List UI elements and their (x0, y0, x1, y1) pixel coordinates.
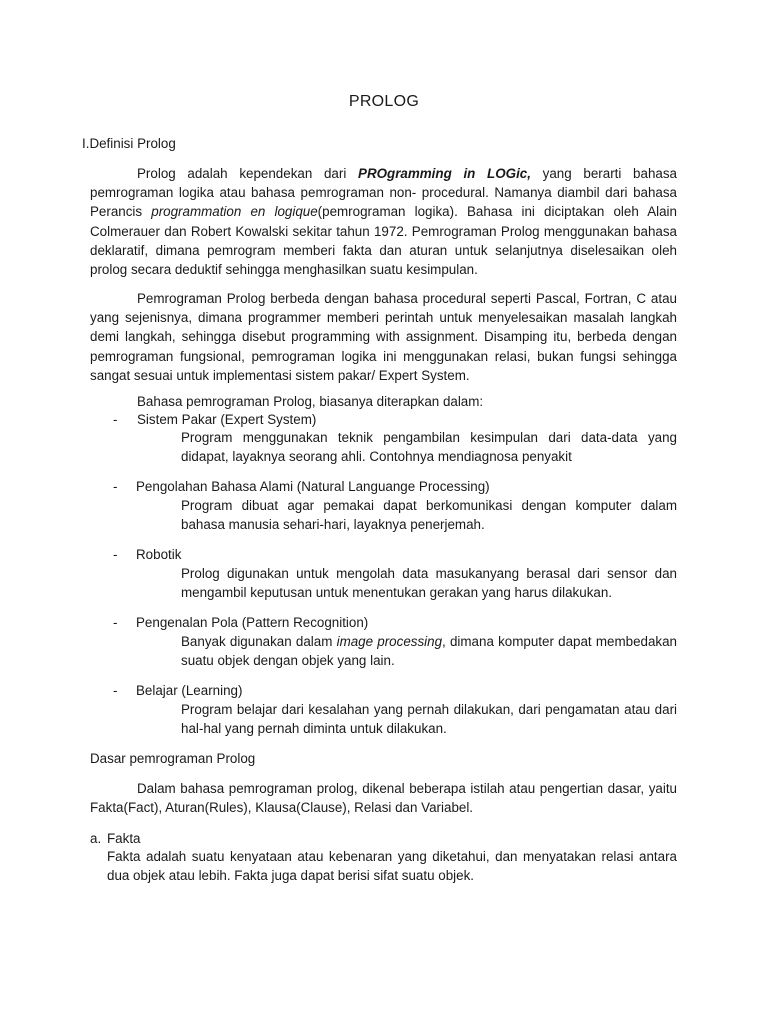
application-desc: Prolog digunakan untuk mengolah data masukanyang berasal dari sensor dan mengambil keputusan untuk menentukan gerakan yang harus dilakukan. (181, 566, 677, 601)
application-desc: Program menggunakan teknik pengambilan kesimpulan dari data-data yang didapat, layaknya seorang ahli. Contohnya mendiagnosa penyakit (181, 430, 677, 465)
para1-french-term: programmation en logique (151, 204, 318, 220)
item-a-body: Fakta adalah suatu kenyataan atau kebenaran yang diketahui, dan menyatakan relasi antara dua objek atau lebih. Fakta juga dapat berisi sifat suatu objek. (107, 849, 677, 884)
paragraph-definition (90, 164, 677, 279)
bullet-dash: - (113, 615, 118, 630)
applications-intro: Bahasa pemrograman Prolog, biasanya diterapkan dalam: (137, 394, 484, 409)
application-desc (181, 632, 677, 670)
para1-text-1: Prolog adalah kependekan dari (137, 166, 359, 181)
page-title: PROLOG (348, 93, 420, 110)
bullet-dash: - (113, 683, 118, 698)
section-heading-definisi: I.Definisi Prolog (82, 136, 176, 151)
para1-prolog-expansion: PROgramming in LOGic, (358, 166, 531, 181)
application-name: Pengenalan Pola (Pattern Recognition) (136, 615, 369, 630)
paragraph-comparison: Pemrograman Prolog berbeda dengan bahasa procedural seperti Pascal, Fortran, C atau yang sejenisnya, dimana programmer memberi perintah untuk menyelesaikan masalah langkah demi langkah, sehingga disebut programming with assignment. Disamping itu, berbeda dengan pemrograman fungsional, pemrograman logika ini menggunakan relasi, bukan fungsi sehingga sangat sesuai untuk implementasi sistem pakar/ Expert System. (90, 291, 677, 383)
application-desc: Program dibuat agar pemakai dapat berkomunikasi dengan komputer dalam bahasa manusia sehari-hari, layaknya penerjemah. (181, 498, 677, 533)
para1-text-3: yang berarti bahasa pemrograman logika atau bahasa pemrograman non- procedural. Namanya diambil dari bahasa Perancis (90, 166, 677, 220)
desc-text-pre: Banyak digunakan dalam (181, 634, 337, 649)
application-name: Robotik (136, 547, 182, 562)
bullet-dash: - (113, 412, 118, 427)
list-marker-a: a. (90, 831, 102, 846)
application-name: Pengolahan Bahasa Alami (Natural Languange Processing) (136, 479, 490, 494)
item-a-text (107, 847, 677, 885)
para1-text-5: (pemrograman logika). Bahasa ini diciptakan oleh Alain Colmerauer dan Robert Kowalski sekitar tahun 1972. Pemrograman Prolog menggunakan bahasa deklaratif, dimana pemrogram memberi fakta dan aturan untuk selanjutnya diselesaikan oleh prolog secara deduktif sehingga menghasilkan suatu kesimpulan. (90, 204, 677, 278)
section-heading-dasar: Dasar pemrograman Prolog (90, 751, 256, 766)
desc-text-post: , dimana komputer dapat membedakan suatu objek dengan objek yang lain. (181, 634, 678, 669)
bullet-dash: - (113, 547, 118, 562)
item-a-label: Fakta (107, 831, 141, 846)
application-desc: Program belajar dari kesalahan yang pernah dilakukan, dari pengamatan atau dari hal-hal yang pernah diminta untuk dilakukan. (181, 702, 677, 737)
paragraph-basics: Dalam bahasa pemrograman prolog, dikenal beberapa istilah atau pengertian dasar, yaitu Fakta(Fact), Aturan(Rules), Klausa(Clause), Relasi dan Variabel. (90, 781, 677, 816)
desc-italic-term: image processing (336, 634, 443, 649)
bullet-dash: - (113, 479, 118, 494)
application-name: Belajar (Learning) (136, 683, 243, 698)
application-name: Sistem Pakar (Expert System) (137, 412, 317, 427)
